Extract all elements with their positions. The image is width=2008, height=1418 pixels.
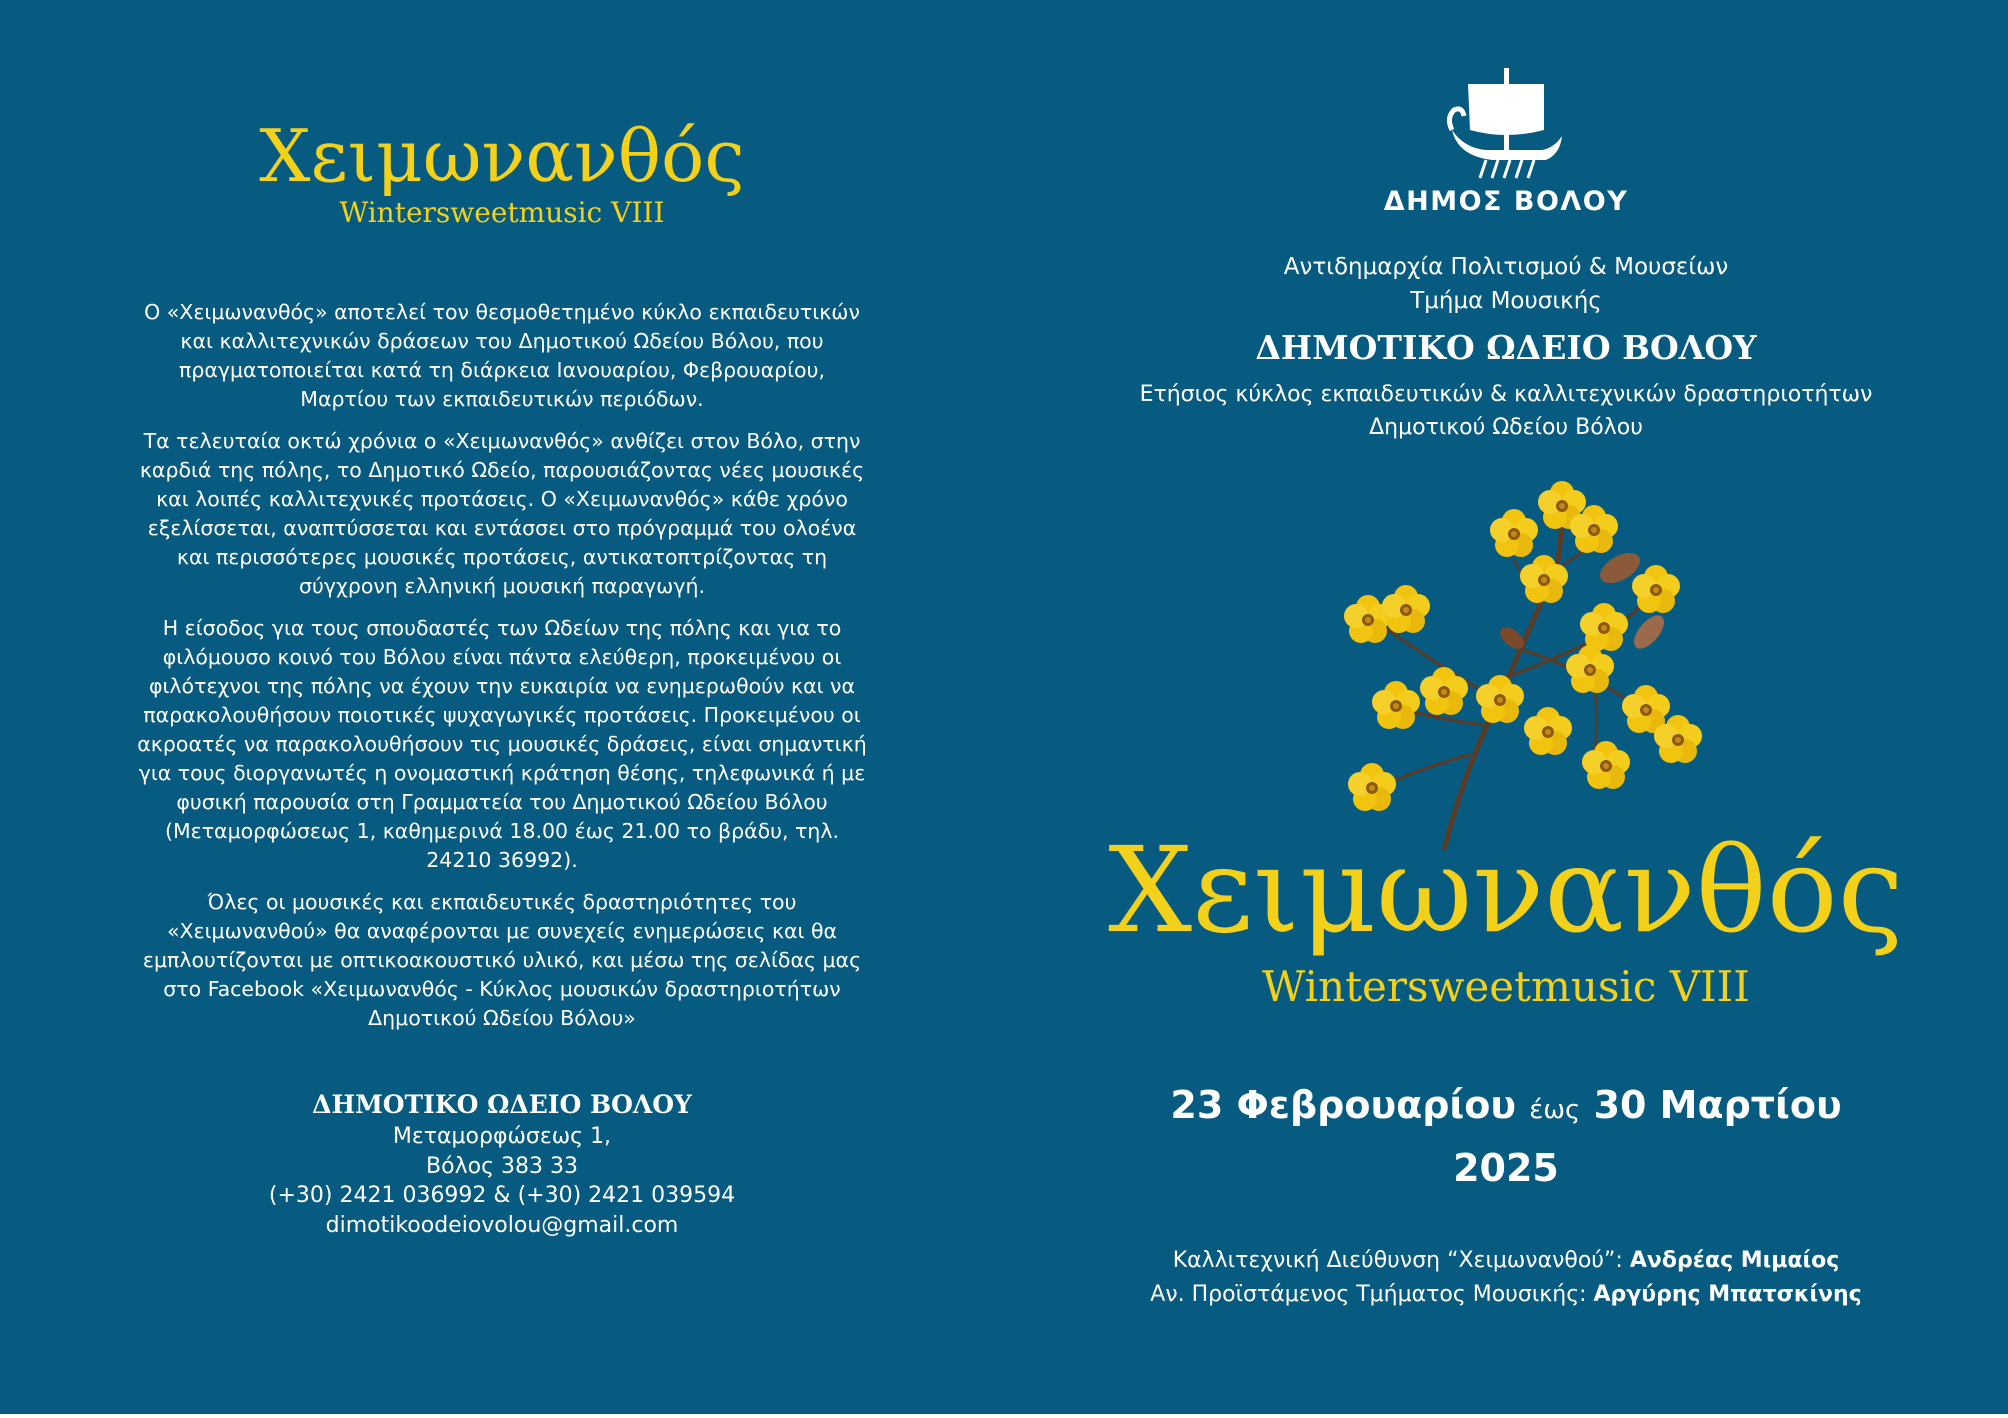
credit-label: Αν. Προϊστάμενος Τμήματος Μουσικής: [1150,1282,1594,1307]
paragraph: Η είσοδος για τους σπουδαστές των Ωδείων της πόλης και για το φιλόμουσο κοινό του Βόλου είναι πάντα ελεύθερη, προκειμένου οι φιλότεχνοι της πόλης να έχουν την ευκαιρία να ενημερωθούν και να παρακολουθήσουν ποιοτικές ψυχαγωγικές προτάσεις. Προκειμένου οι ακροατές να παρακολουθήσουν τις μουσικές δράσεις, είναι σημαντική για τους διοργανωτές η ονομαστική κράτηση θέσης, τηλεφωνικά ή με φυσική παρουσία στη Γραμματεία του Δημοτικού Ωδείου Βόλου (Μεταμορφώσεως 1, καθημερινά 18.00 έως 21.00 το βράδυ, τηλ. 24210 36992). [137,616,867,872]
event-dates [1004,1076,2008,1197]
date-end: 30 Μαρτίου [1593,1083,1842,1127]
dept-line: Τμήμα Μουσικής [1410,288,1602,314]
contact-block [0,1088,1004,1240]
contact-email[interactable]: dimotikoodeiovolou@gmail.com [325,1212,679,1238]
event-year: 2025 [1453,1146,1559,1190]
date-separator: έως [1529,1095,1581,1125]
contact-street: Μεταμορφώσεως 1, [392,1124,612,1149]
municipality-name: ΔΗΜΟΣ ΒΟΛΟΥ [1383,186,1629,217]
left-subtitle: Wintersweetmusic VIII [339,196,665,229]
paragraph: Ο «Χειμωνανθός» αποτελεί τον θεσμοθετημένο κύκλο εκπαιδευτικών και καλλιτεχνικών δράσεων του Δημοτικού Ωδείου Βόλου, που πραγματοποιείται κατά τη διάρκεια Ιανουαρίου, Φεβρουαρίου, Μαρτίου των εκπαιδευτικών περιόδων. [144,300,860,411]
right-subtitle: Wintersweetmusic VIII [1262,962,1750,1011]
contact-phones: (+30) 2421 036992 & (+30) 2421 039594 [268,1183,736,1208]
dept-line: Αντιδημαρχία Πολιτισμού & Μουσείων [1283,254,1729,280]
annual-cycle-lines [1004,378,2008,444]
department-lines [1004,250,2008,318]
date-start: 23 Φεβρουαρίου [1170,1083,1516,1127]
wintersweet-flower-branch [1294,470,1734,850]
credit-name: Αργύρης Μπατσκίνης [1593,1282,1862,1307]
right-title: Χειμωνανθός [1108,821,1904,959]
left-panel [0,0,1004,1414]
contact-name: ΔΗΜΟΤΙΚΟ ΩΔΕΙΟ ΒΟΛΟΥ [312,1090,692,1119]
date-range [1004,1076,2008,1139]
credits-block [1004,1244,2008,1312]
credit-line [1004,1244,2008,1278]
credit-label: Καλλιτεχνική Διεύθυνση “Χειμωνανθού”: [1172,1248,1630,1273]
credit-line [1004,1278,2008,1312]
paragraph: Όλες οι μουσικές και εκπαιδευτικές δραστηριότητες του «Χειμωνανθού» θα αναφέρονται με συνεχείς ενημερώσεις και θα εμπλουτίζονται με οπτικοακουστικό υλικό, και μέσω της σελίδας μας στο Facebook «Χειμωνανθός - Κύκλος μουσικών δραστηριοτήτων Δημοτικού Ωδείου Βόλου» [142,890,862,1030]
annual-line: Δημοτικού Ωδείου Βόλου [1369,415,1643,440]
right-panel [1004,0,2008,1414]
contact-city: Βόλος 383 33 [426,1153,578,1179]
paragraph: Τα τελευταία οκτώ χρόνια ο «Χειμωνανθός» ανθίζει στον Βόλο, στην καρδιά της πόλης, το Δημοτικό Ωδείο, παρουσιάζοντας νέες μουσικές και λοιπές καλλιτεχνικές προτάσεις. Ο «Χειμωνανθός» κάθε χρόνο εξελίσσεται, αναπτύσσεται και εντάσσει στο πρόγραμμά του ολοένα και περισσότερες μουσικές προτάσεις, αντικατοπτρίζοντας τη σύγχρονη ελληνική μουσική παραγωγή. [139,429,865,598]
credit-name: Ανδρέας Μιμαίος [1629,1248,1840,1273]
conservatory-name: ΔΗΜΟΤΙΚΟ ΩΔΕΙΟ ΒΟΛΟΥ [1255,328,1757,367]
intro-text [136,298,868,1046]
left-title: Χειμωνανθός [259,114,745,198]
annual-line: Ετήσιος κύκλος εκπαιδευτικών & καλλιτεχνικών δραστηριοτήτων [1139,382,1873,407]
ship-logo-icon [1446,64,1568,182]
